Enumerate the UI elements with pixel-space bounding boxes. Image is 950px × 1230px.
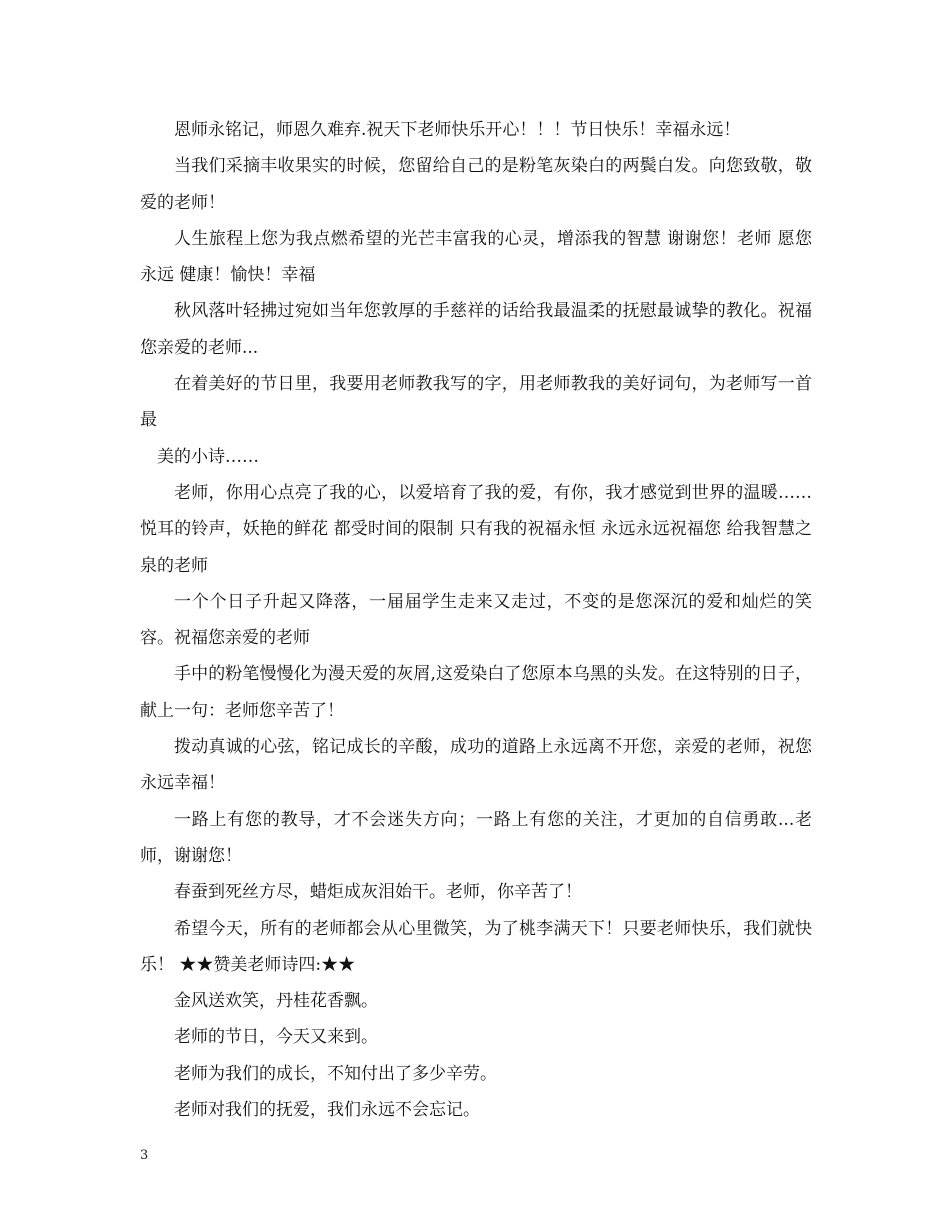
paragraph: 老师对我们的抚爱，我们永远不会忘记。 bbox=[174, 1100, 480, 1121]
paragraph: 春蚕到死丝方尽，蜡炬成灰泪始干。老师，你辛苦了！ bbox=[174, 882, 582, 903]
paragraph: 人生旅程上您为我点燃希望的光芒丰富我的心灵，增添我的智慧 谢谢您！老师 愿您永远 健康！愉快！幸福 bbox=[140, 228, 812, 286]
paragraph: 金风送欢笑，丹桂花香飘。 bbox=[174, 991, 378, 1012]
paragraph: 拨动真诚的心弦，铭记成长的辛酸，成功的道路上永远离不开您，亲爱的老师，祝您永远幸福！ bbox=[140, 737, 812, 794]
page-number: 3 bbox=[140, 1148, 149, 1163]
paragraph: 一个个日子升起又降落，一届届学生走来又走过，不变的是您深沉的爱和灿烂的笑容。祝福您亲爱的老师 bbox=[140, 591, 812, 649]
paragraph: 在着美好的节日里，我要用老师教我写的字，用老师教我的美好词句，为老师写一首最 bbox=[140, 374, 812, 431]
paragraph: 恩师永铭记，师恩久难弃.祝天下老师快乐开心！！！节日快乐！幸福永远！ bbox=[174, 120, 741, 140]
paragraph: 秋风落叶轻拂过宛如当年您敦厚的手慈祥的话给我最温柔的抚慰最诚挚的教化。祝福您亲爱的老师... bbox=[140, 301, 812, 358]
paragraph: 老师为我们的成长，不知付出了多少辛劳。 bbox=[174, 1063, 497, 1084]
paragraph: 美的小诗…… bbox=[157, 446, 259, 467]
paragraph: 当我们采摘丰收果实的时候，您留给自己的是粉笔灰染白的两鬓白发。向您致敬，敬爱的老师！ bbox=[140, 156, 812, 213]
paragraph: 手中的粉笔慢慢化为漫天爱的灰屑,这爱染白了您原本乌黑的头发。在这特别的日子，献上一句：老师您辛苦了！ bbox=[140, 664, 812, 721]
paragraph: 希望今天，所有的老师都会从心里微笑，为了桃李满天下！只要老师快乐，我们就快乐！ ★★赞美老师诗四:★★ bbox=[140, 918, 812, 975]
paragraph: 一路上有您的教导，才不会迷失方向；一路上有您的关注，才更加的自信勇敢...老师，谢谢您！ bbox=[140, 809, 812, 866]
document-body bbox=[140, 112, 812, 1128]
paragraph: 老师的节日，今天又来到。 bbox=[174, 1027, 378, 1048]
paragraph: 老师，你用心点亮了我的心，以爱培育了我的爱，有你，我才感觉到世界的温暖……悦耳的铃声，妖艳的鲜花 都受时间的限制 只有我的祝福永恒 永远永远祝福您 给我智慧之泉的老师 bbox=[140, 482, 812, 576]
